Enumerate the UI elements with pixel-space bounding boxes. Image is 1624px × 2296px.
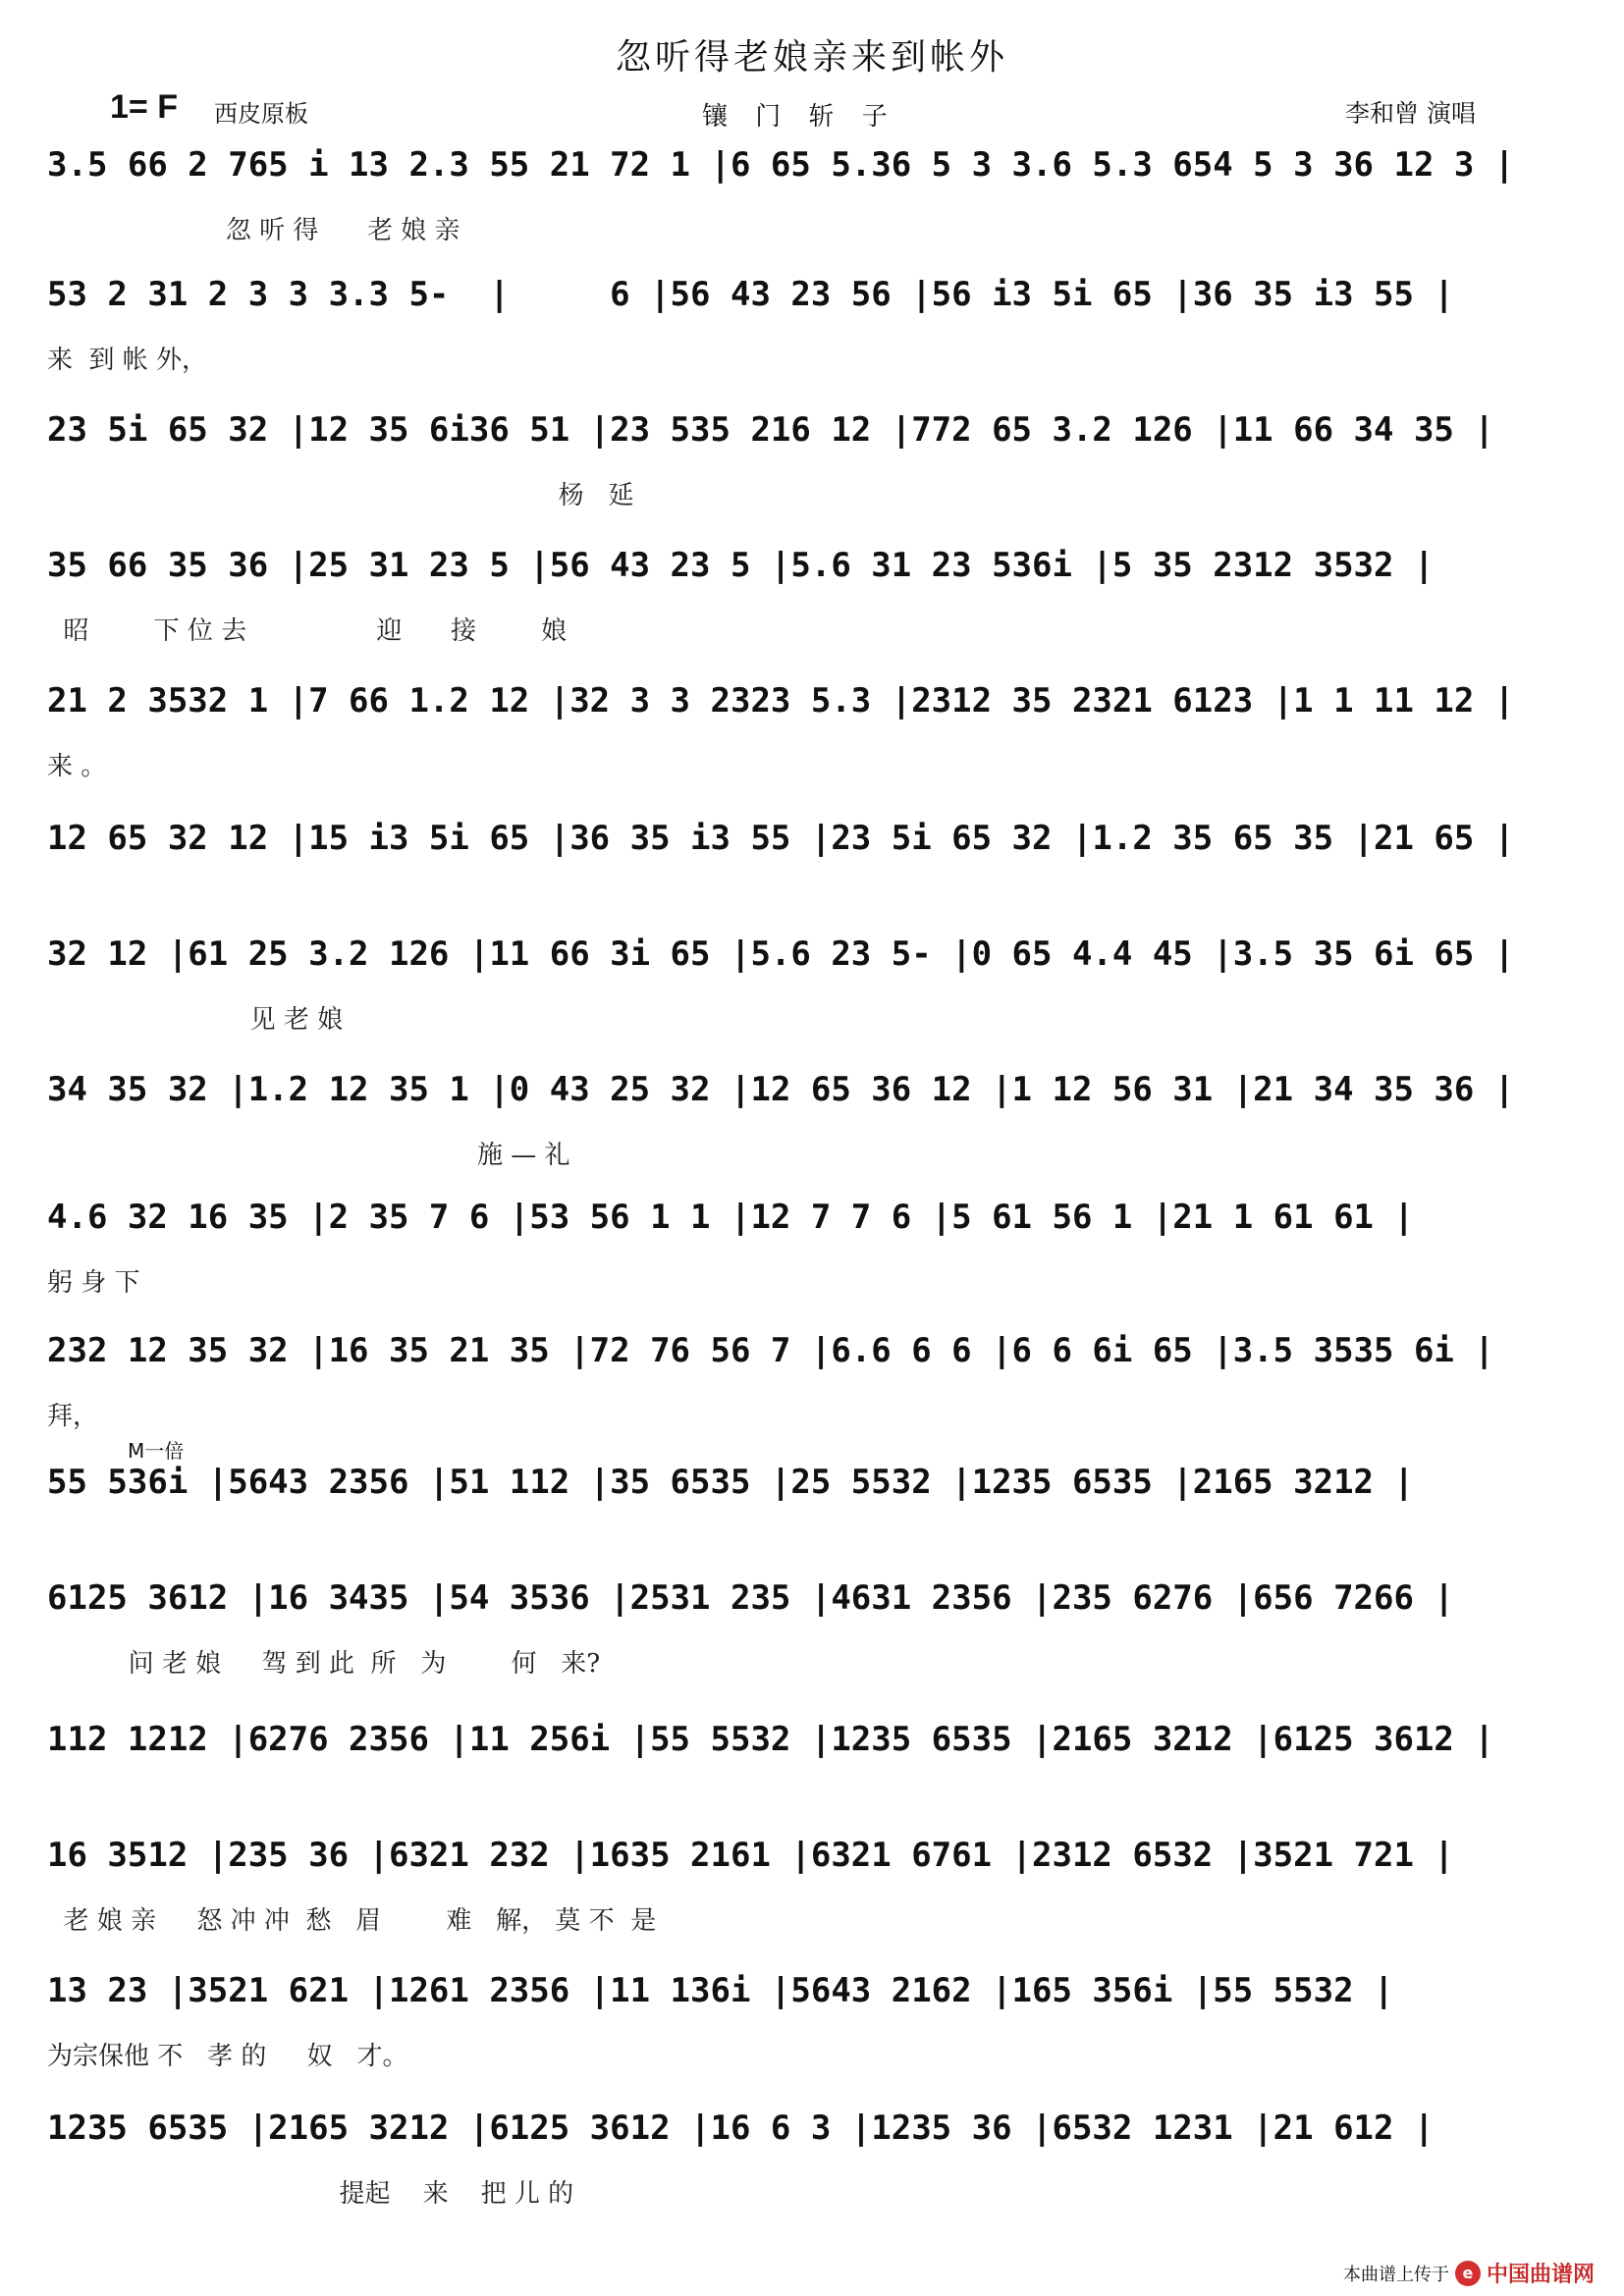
lyric-line: 老 娘 亲 怒 冲 冲 愁 眉 难 解， 莫 不 是	[47, 1906, 657, 1936]
lyric-line: 来 。	[47, 752, 107, 781]
footer	[1343, 2258, 1595, 2288]
staff-line: 3.5 66 2 765 i 13 2.3 55 21 72 1 |6 65 5.36 5 3 3.6 5.3 654 5 3 36 12 3 |	[47, 145, 1515, 185]
staff-line: 16 3512 |235 36 |6321 232 |1635 2161 |6321 6761 |2312 6532 |3521 721 |	[47, 1836, 1454, 1875]
staff-line: 35 66 35 36 |25 31 23 5 |56 43 23 5 |5.6 31 23 536i |5 35 2312 3532 |	[47, 546, 1435, 585]
key-signature: 1= F	[110, 88, 178, 126]
aria-mode: 镶 门 斩 子	[702, 102, 897, 132]
staff-line: 23 5i 65 32 |12 35 6i36 51 |23 535 216 12 |772 65 3.2 126 |11 66 34 35 |	[47, 410, 1494, 450]
annotation-mark: M一倍	[128, 1439, 185, 1463]
lyric-line: 躬 身 下	[47, 1268, 140, 1298]
lyric-line: 来 到 帐 外，	[47, 346, 208, 375]
staff-line: 6125 3612 |16 3435 |54 3536 |2531 235 |4631 2356 |235 6276 |656 7266 |	[47, 1578, 1454, 1618]
tempo-marking: 西皮原板	[214, 100, 308, 128]
staff-line: 232 12 35 32 |16 35 21 35 |72 76 56 7 |6.6 6 6 |6 6 6i 65 |3.5 3535 6i |	[47, 1331, 1494, 1370]
staff-line: 32 12 |61 25 3.2 126 |11 66 3i 65 |5.6 23 5- |0 65 4.4 45 |3.5 35 6i 65 |	[47, 934, 1515, 974]
performer: 李和曾 演唱	[1345, 99, 1476, 128]
lyric-line: 见 老 娘	[47, 1005, 344, 1035]
lyric-line: 昭 下 位 去 迎 接 娘	[47, 616, 568, 646]
staff-line: 13 23 |3521 621 |1261 2356 |11 136i |5643 2162 |165 356i |55 5532 |	[47, 1971, 1394, 2010]
lyric-line: 忽 听 得 老 娘 亲	[47, 216, 460, 245]
staff-line: 55 536i |5643 2356 |51 112 |35 6535 |25 5532 |1235 6535 |2165 3212 |	[47, 1463, 1414, 1502]
site-logo-text: 中国曲谱网	[1486, 2263, 1595, 2287]
lyric-line: 提起 来 把 儿 的	[47, 2179, 574, 2209]
lyric-line: 问 老 娘 驾 到 此 所 为 何 来?	[47, 1649, 601, 1679]
staff-line: 21 2 3532 1 |7 66 1.2 12 |32 3 3 2323 5.3 |2312 35 2321 6123 |1 1 11 12 |	[47, 681, 1515, 721]
staff-line: 53 2 31 2 3 3 3.3 5- | 6 |56 43 23 56 |56 i3 5i 65 |36 35 i3 55 |	[47, 275, 1454, 314]
site-logo-icon: e	[1455, 2261, 1481, 2286]
lyric-line: 施 — 礼	[47, 1141, 570, 1170]
score-title: 忽听得老娘亲来到帐外	[615, 37, 1008, 78]
staff-line: 1235 6535 |2165 3212 |6125 3612 |16 6 3 |1235 36 |6532 1231 |21 612 |	[47, 2109, 1435, 2148]
footer-text: 本曲谱上传于	[1342, 2264, 1449, 2285]
staff-line: 34 35 32 |1.2 12 35 1 |0 43 25 32 |12 65 36 12 |1 12 56 31 |21 34 35 36 |	[47, 1070, 1515, 1109]
staff-line: 12 65 32 12 |15 i3 5i 65 |36 35 i3 55 |23 5i 65 32 |1.2 35 65 35 |21 65 |	[47, 819, 1515, 858]
lyric-line: 拜，	[47, 1402, 99, 1431]
staff-line: 112 1212 |6276 2356 |11 256i |55 5532 |1235 6535 |2165 3212 |6125 3612 |	[47, 1720, 1494, 1759]
lyric-line: 杨 延	[47, 481, 634, 510]
lyric-line: 为宗保他 不 孝 的 奴 才。	[47, 2042, 408, 2071]
staff-line: 4.6 32 16 35 |2 35 7 6 |53 56 1 1 |12 7 7 6 |5 61 56 1 |21 1 61 61 |	[47, 1198, 1414, 1237]
